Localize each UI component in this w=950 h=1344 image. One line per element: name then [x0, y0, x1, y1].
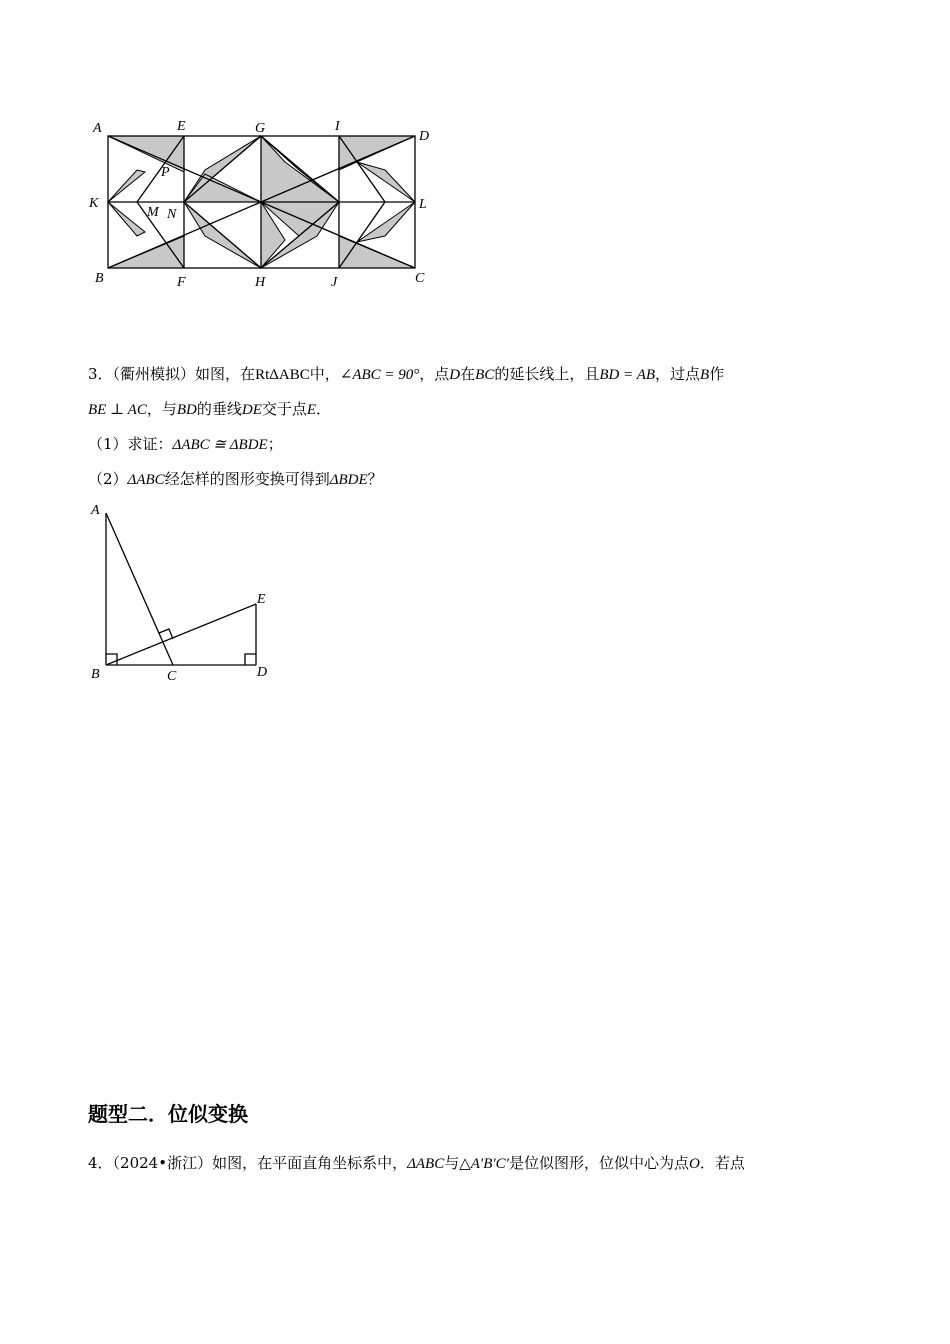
label-G: G	[255, 121, 266, 136]
label-H: H	[255, 275, 266, 290]
label-D: D	[257, 665, 268, 680]
label-B: B	[91, 667, 100, 682]
label-E: E	[257, 592, 266, 607]
right-angle-D	[245, 654, 256, 665]
shaded-triangle	[357, 162, 415, 202]
problem-3-question-1: （1）求证：ΔABC ≅ ΔBDE；	[88, 435, 283, 453]
problem-3-question-2: （2）ΔABC经怎样的图形变换可得到ΔBDE？	[88, 470, 383, 488]
label-A: A	[93, 121, 102, 136]
label-C: C	[167, 669, 177, 684]
shaded-triangle	[184, 174, 261, 202]
shaded-triangle	[357, 202, 415, 242]
figure-rectangle-pattern	[85, 112, 445, 292]
label-P: P	[161, 165, 170, 180]
problem-3-line-1: 3．（衢州模拟）如图，在RtΔABC中，∠ABC = 90°，点D在BC的延长线上，且BD = AB，过点B作	[88, 365, 725, 383]
label-I: I	[335, 119, 340, 134]
shaded-triangle	[108, 202, 145, 236]
label-A: A	[91, 503, 100, 518]
problem-number: 3．	[88, 365, 113, 383]
segment-BE	[106, 604, 256, 665]
section-title: 题型二．位似变换	[88, 1102, 248, 1126]
problem-4-line-1: 4．（2024•浙江）如图，在平面直角坐标系中，ΔABC与△A′B′C′是位似图形，位似中心为点O．若点	[88, 1154, 745, 1172]
label-K: K	[89, 196, 99, 211]
label-C: C	[415, 271, 425, 286]
label-M: M	[147, 205, 159, 220]
label-L: L	[419, 197, 427, 212]
label-B: B	[95, 271, 104, 286]
label-N: N	[167, 207, 177, 222]
problem-3-line-2: BE ⊥ AC，与BD的垂线DE交于点E．	[88, 400, 332, 418]
figure-triangles-abc-bde	[85, 496, 285, 686]
label-F: F	[177, 275, 186, 290]
problem-number: 4．	[88, 1154, 113, 1172]
label-D: D	[419, 129, 430, 144]
shaded-triangle	[108, 170, 145, 202]
label-J: J	[331, 275, 338, 290]
diagonal-C	[261, 202, 415, 268]
label-E: E	[177, 119, 186, 134]
